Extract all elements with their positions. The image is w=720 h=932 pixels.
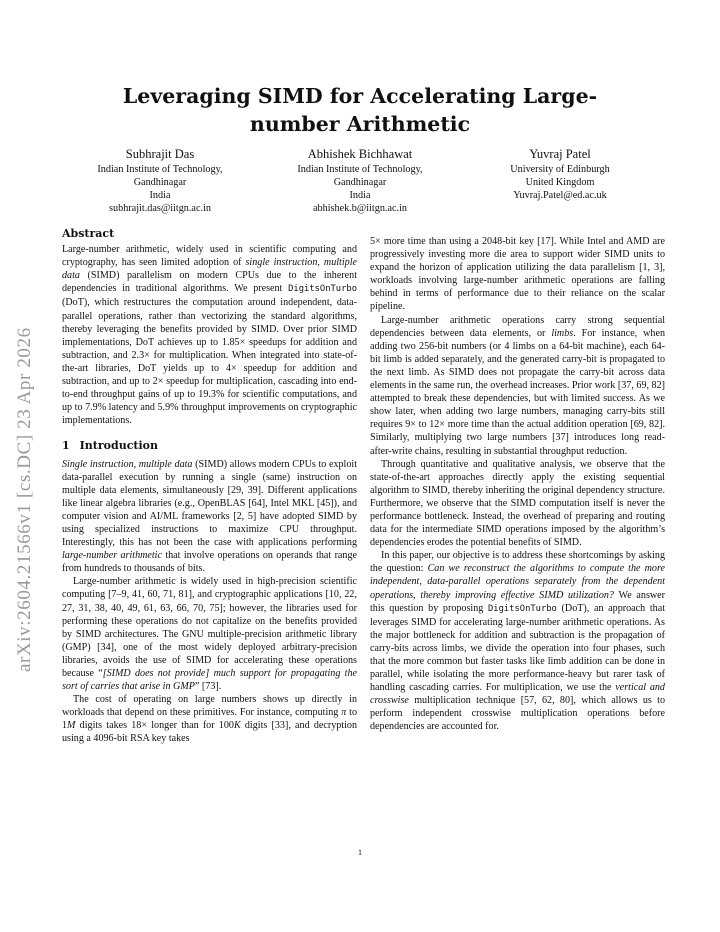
author-affiliation: Gandhinagar xyxy=(133,177,187,188)
arxiv-identifier: arXiv:2604.21566v1 [cs.DC] 23 Apr 2026 xyxy=(14,327,35,672)
left-column xyxy=(62,227,357,746)
author-name: Yuvraj Patel xyxy=(529,147,591,161)
author-email: Yuvraj.Patel@ed.ac.uk xyxy=(513,190,607,201)
abstract-text: Large-number arithmetic, widely used in scientific computing and cryptography, has seen limited adoption of single instruction, multiple data (SIMD) parallelism on modern CPUs due to the inherent dependencies in traditional algorithms. We present DigitsOnTurbo (DoT), which restructures the computation around independent, data-parallel operations, rather than vectorizing the standard algorithms, thereby leveraging the benefits provided by SIMD. Over prior SIMD implementations, DoT achieves up to 1.85× speedups for addition and subtraction, and 2.3× for multiplication. When integrated into state-of-the-art libraries, DoT yields up to 4× speedup for addition and subtraction, and up to 2× speedup for multiplication, cascading into end-to-end throughput gains of up to 19.3% for scientific computations, and up to 7.9% latency and 5.9% throughput improvements on cryptographic implementations. xyxy=(62,244,357,427)
author-country: India xyxy=(149,190,171,201)
paragraph: Through quantitative and qualitative analysis, we observe that the state-of-the-art approaches directly apply the existing sequential algorithm to SIMD, thereby inheriting the original dependency structure. Furthermore, we observe that the SIMD computation itself is never the performance bottleneck. Instead, the overhead of preparing and routing data for the intermediate SIMD operations imposed by the algorithm’s dependencies erodes the potential benefits of SIMD. xyxy=(370,458,665,549)
author-1 xyxy=(60,146,260,215)
author-block xyxy=(60,146,660,215)
author-name: Subhrajit Das xyxy=(125,147,195,161)
author-country: India xyxy=(349,190,371,201)
paper-title: Leveraging SIMD for Accelerating Large-number Arithmetic xyxy=(122,84,598,136)
author-affiliation: Indian Institute of Technology, xyxy=(297,164,423,175)
author-affiliation: Gandhinagar xyxy=(333,177,387,188)
author-affiliation: United Kingdom xyxy=(525,177,595,188)
author-affiliation: University of Edinburgh xyxy=(510,164,610,175)
author-email: subhrajit.das@iitgn.ac.in xyxy=(109,203,211,214)
right-column xyxy=(370,235,665,734)
author-2 xyxy=(260,146,460,215)
paragraph: 5× more time than using a 2048-bit key [17]. While Intel and AMD are progressively investing more die area to support wider SIMD units to expand the horizon of application utilizing the data parallelism [1, 3], workloads involving large-number arithmetic operations are falling behind in terms of performance due to their reliance on the scalar pipeline. xyxy=(370,236,665,313)
paragraph: Large-number arithmetic operations carry strong sequential dependencies between data elements, or limbs. For instance, when adding two 256-bit numbers (or 4 limbs on a 64-bit machine), each 64-bit limb is added separately, and the generated carry-bit is propagated to the next limb. As SIMD does not propagate the carry-bit across data elements in the same run, the overhead increases. Prior work [37, 69, 82] attempted to break these dependencies, but with limited success. As we show later, when adding two large numbers, managing carry-bits still requires 9× to 12× more time than the actual addition operation [69, 82]. Similarly, multiplying two large numbers [37] introduces long read-after-write chains, resulting in substantial throughput reduction. xyxy=(370,314,666,457)
author-3 xyxy=(460,146,660,215)
abstract-heading: Abstract xyxy=(62,227,115,240)
paragraph: Large-number arithmetic is widely used in high-precision scientific computing [7–9, 41, 60, 71, 81], and cryptographic applications [10, 22, 27, 31, 38, 40, 49, 61, 63, 66, 70, 75]; however, the libraries used for performing these operations do not capitalize on the benefits provided by SIMD architectures. The GNU multiple-precision arithmetic library (GMP) [34], one of the most widely deployed arbitrary-precision libraries, avoids the use of SIMD for accelerating these operations because “[SIMD does not provide] much support for propagating the sort of carries that arise in GMP” [73]. xyxy=(62,576,357,693)
page-number: 1 xyxy=(358,848,362,857)
author-affiliation: Indian Institute of Technology, xyxy=(97,164,223,175)
section-heading-introduction: 1 Introduction xyxy=(62,439,158,453)
author-name: Abhishek Bichhawat xyxy=(307,147,413,161)
paragraph: Single instruction, multiple data (SIMD) allows modern CPUs to exploit data-parallel execution by running a single (same) instruction on multiple data elements, simultaneously [29, 39]. Different applications like linear algebra libraries (e.g., OpenBLAS [64], Intel MKL [45]), and computer vision and AI/ML frameworks [2, 5] have adopted SIMD by using specialized instructions to maximize CPU throughput. Interestingly, this has not been the case with applications performing large-number arithmetic that involve operations on operands that range from hundreds to thousands of bits. xyxy=(62,458,357,575)
paragraph: In this paper, our objective is to address these shortcomings by asking the question: Can we reconstruct the algorithms to compute the more independent, data-parallel operations separately from the dependent operations, thereby improving effective SIMD utilization? We answer this question by proposing DigitsOnTurbo (DoT), an approach that leverages SIMD for accelerating large-number arithmetic operations. As the major bottleneck for addition and subtraction is the propagation of carry-bits across limbs, we divide the operation into four phases, such that the more common but faster tasks like limb addition can be done in parallel, while isolating the more performance-heavy but rarer task of handling cascading carries. For multiplication, we use the vertical and crosswise multiplication technique [57, 62, 80], which allows us to perform independent crosswise multiplication operations before dependencies are accounted for. xyxy=(370,550,666,733)
author-email: abhishek.b@iitgn.ac.in xyxy=(313,203,407,214)
paragraph: The cost of operating on large numbers shows up directly in workloads that depend on these primitives. For instance, computing π to 1M digits takes 18× longer than for 100K digits [33], and decryption using a 4096-bit RSA key takes xyxy=(62,694,358,745)
